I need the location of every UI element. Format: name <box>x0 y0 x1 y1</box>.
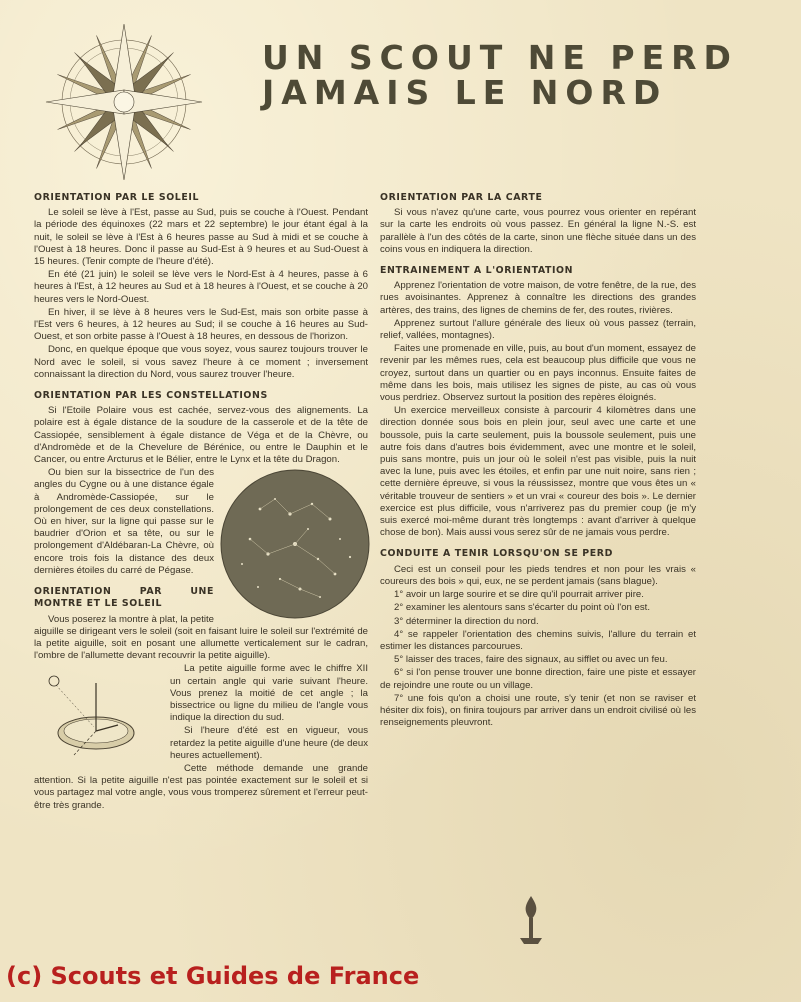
section-heading: ORIENTATION PAR LE SOLEIL <box>34 192 200 203</box>
left-column <box>34 192 368 821</box>
list-item: 7° une fois qu'on a choisi une route, s'y tenir (et non se raviser et hésiter dix fois), on finira toujours par arriver dans un endroit civilisé où les renseignements pleuvront. <box>380 692 696 729</box>
list-item: 4° se rappeler l'orientation des chemins suivis, l'allure du terrain et estimer les distances parcourues. <box>380 628 696 652</box>
list-item: 1° avoir un large sourire et se dire qu'il pourrait arriver pire. <box>394 589 644 601</box>
section-perd <box>380 548 696 729</box>
section-carte <box>380 192 696 256</box>
scout-emblem-icon <box>506 890 556 950</box>
compass-rose-icon <box>44 22 204 182</box>
paragraph: En été (21 juin) le soleil se lève vers le Nord-Est à 4 heures, passe à 6 heures à l'Est, à 12 heures au Sud et à 18 heures à l'Ouest, et se couche à 20 heures vers le Nord-Ouest. <box>34 269 368 305</box>
paragraph: Apprenez l'orientation de votre maison, de votre fenêtre, de la rue, des rues avoisinantes. Apprenez à connaître les directions des grandes artères, des trains, des lignes de chemins de fer, des routes, rivières. <box>380 280 696 316</box>
section-heading: ORIENTATION PAR LA CARTE <box>380 192 543 203</box>
paragraph: Ceci est un conseil pour les pieds tendres et non pour les vrais « coureurs des bois » qui, eux, ne se perdent jamais (sans blague). <box>380 563 696 587</box>
paragraph: Si l'Etoile Polaire vous est cachée, servez-vous des alignements. La polaire est à égale distance de la soudure de la casserole et de la tête de Cassiopée, sensiblement à égale distance de Véga et de la Chèvre, ou d'Andromède et de la Chevelure de Bérénice, ou entre le Dauphin et le Cancer, ou entre Arcturus et le Bélier, entre le Lynx et la tête du Dragon. <box>34 405 368 466</box>
paragraph: Si l'heure d'été est en vigueur, vous retardez la petite aiguille d'une heure (de deux heures actuellement). <box>170 725 368 761</box>
paragraph: Faites une promenade en ville, puis, au bout d'un moment, essayez de revenir par les mêmes rues, cela est beaucoup plus difficile que vous ne croyez, surtout dans un quartier ou en pays inconnus. Ensuite faites de même dans les bois, mais utilisez les signes de piste, au cas où vous vous perdriez. Observez surtout la position des repères éloignés. <box>380 343 696 404</box>
paragraph: Un exercice merveilleux consiste à parcourir 4 kilomètres dans une direction donnée sous bois en plein jour, seul avec une carte et une boussole, puis la carte seulement, puis la boussole seulement, puis une autre fois dans d'autres bois évidemment, avec une montre et le soleil, puis sans montre, puis un jour où le soleil n'est pas visible, puis la nuit avec la lune, puis avec les étoiles, et enfin par une nuit noire, sans rien ; cette dernière épreuve, si vous la réussissez, montre que vous êtes un « véritable trouveur de sentiers » et un vrai « coureur des bois ». Le dernier exercice est plus difficile, vous n'arriverez pas du premier coup (je m'y suis exercé moi-même durant très longtemps : avant d'arriver à quelque chose de bon). Mais aussi vous serez sûr de ne jamais vous perdre. <box>380 405 696 539</box>
section-heading: ORIENTATION PAR UNE MONTRE ET LE SOLEIL <box>34 586 214 610</box>
section-heading: CONDUITE A TENIR LORSQU'ON SE PERD <box>380 548 613 560</box>
list-item: 2° examiner les alentours sans s'écarter du point où l'on est. <box>394 602 651 614</box>
section-soleil <box>34 192 368 381</box>
watch-sundial-figure <box>34 663 164 773</box>
right-column <box>380 192 696 738</box>
paragraph: Apprenez surtout l'allure générale des lieux où vous passez (terrain, relief, vallées, montagnes). <box>380 317 696 342</box>
section-entrainement <box>380 265 696 539</box>
list-item: 3° déterminer la direction du nord. <box>394 615 539 627</box>
paragraph: Le soleil se lève à l'Est, passe au Sud, puis se couche à l'Ouest. Pendant la période des équinoxes (22 mars et 22 septembre) le jour étant égal à la nuit, le soleil se lève à l'Est à 6 heures passe au Sud à midi et se couche à l'Ouest à 18 heures. Donc il passe au Sud-Est à 9 heures et au Sud-Ouest à 15 heures. (Tenir compte de l'heure d'été). <box>34 207 368 268</box>
list-item: 5° laisser des traces, faire des signaux, au sifflet ou avec un feu. <box>394 654 668 666</box>
paragraph: En hiver, il se lève à 8 heures vers le Sud-Est, mais son orbite passe à l'Est vers 6 heures, à 12 heures au Sud; il se couche à 16 heures au Sud-Ouest, et son orbite passe à l'Ouest à 18 heures, en dessous de l'horizon. <box>34 306 368 343</box>
paragraph: Cette méthode demande une grande attention. Si la petite aiguille n'est pas pointée exactement sur le soleil et si vous partagez mal votre angle, vous vous tromperez sûrement et l'erreur peut-être très grande. <box>34 762 368 811</box>
paragraph: Donc, en quelque époque que vous soyez, vous saurez toujours trouver le Nord avec le soleil, si vous savez l'heure à ce moment ; inversement connaissant la direction du Nord, vous saurez trouver l'heure. <box>34 344 368 380</box>
title-line-1: UN SCOUT NE PERD <box>262 38 738 77</box>
paragraph: Vous poserez la montre à plat, la petite aiguille se dirigeant vers le soleil (soit en faisant luire le soleil sur l'extrémité de la petite aiguille, soit en posant une allumette verticalement sur le cadran, l'ombre de l'allumette devant recouvrir la petite aiguille). <box>34 613 368 662</box>
title-line-2: JAMAIS LE NORD <box>262 73 668 112</box>
star-map-figure <box>220 469 370 619</box>
copyright-watermark: (c) Scouts et Guides de France <box>6 962 420 990</box>
paragraph: Ou bien sur la bissectrice de l'un des angles du Cygne ou à une distance égale à Andromède-Cassiopée, sur le prolongement de ces deux constellations. Où en hiver, sur la ligne qui passe sur le baudrier d'Orion et sa tête, ou sur le prolongement d'Aldébaran-La Chèvre, où encore trois fois la distance des deux dernières étoiles du carré de Pégase. <box>34 467 214 576</box>
paragraph: La petite aiguille forme avec le chiffre XII un certain angle qui varie suivant l'heure. Vous prenez la moitié de cet angle ; la bissectrice ou ligne du milieu de l'angle vous indique la direction du sud. <box>170 663 368 724</box>
section-montre <box>34 586 368 812</box>
list-item: 6° si l'on pense trouver une bonne direction, faire une piste et essayer de rejoindre une route ou un village. <box>380 667 696 691</box>
section-heading: ENTRAINEMENT A L'ORIENTATION <box>380 265 574 277</box>
section-heading: ORIENTATION PAR LES CONSTELLATIONS <box>34 390 268 402</box>
page-title <box>262 40 782 110</box>
paragraph: Si vous n'avez qu'une carte, vous pourrez vous orienter en repérant sur la carte les endroits où vous passez. En général la ligne N.-S. est parallèle à l'un des côtés de la carte, sinon une flèche située dans un des coins vous en indiquera la direction. <box>380 207 696 255</box>
section-constellations <box>34 390 368 577</box>
